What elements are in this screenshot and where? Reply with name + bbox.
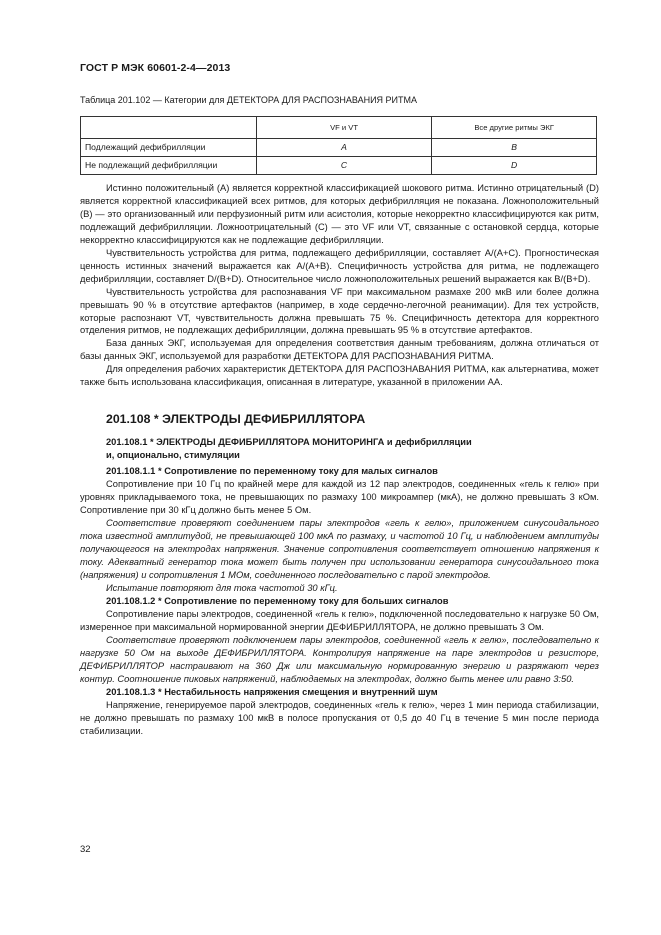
table-header-cell — [81, 117, 257, 139]
paragraph: Для определения рабочих характеристик ДЕТЕКТОРА ДЛЯ РАСПОЗНАВАНИЯ РИТМА, как альтернатива, может также быть использована классификация, описанная в литературе, указанной в приложении AA. — [80, 364, 599, 388]
compliance-test-text: Соответствие проверяют соединением пары электродов «гель к гелю», приложением синусоидального тока известной амплитудой, не превышающей 100 мкА по размаху, и частотой 10 Гц, и наблюдением амплитуды получающегося на электродах напряжения. Значение сопротивления соответствует отношению напряжения к току. Адекватный генератор тока может быть получен при использовании генератора синусоидального тока (напряжения) и сопротивления 1 МОм, соединенного последовательно с парой электродов. — [80, 518, 599, 581]
table-row-label: Подлежащий дефибрилляции — [81, 139, 257, 157]
table-row-label: Не подлежащий дефибрилляции — [81, 157, 257, 175]
table-row — [81, 157, 597, 175]
table-caption: Таблица 201.102 — Категории для ДЕТЕКТОРА ДЛЯ РАСПОЗНАВАНИЯ РИТМА — [80, 95, 418, 105]
page-number: 32 — [80, 844, 91, 855]
paragraph: Напряжение, генерируемое парой электродов, соединенных «гель к гелю», через 1 мин периода стабилизации, не должно превышать по размаху 100 мкВ в полосе пропускания от 0,5 до 40 Гц в течение 5 мин после периода стабилизации. — [80, 699, 599, 736]
paragraph: База данных ЭКГ, используемая для определения соответствия данным требованиям, должна отличаться от базы данных ЭКГ, используемой для разработки ДЕТЕКТОРА ДЛЯ РАСПОЗНАВАНИЯ РИТМА. — [80, 338, 599, 362]
subsection-title-line1: 201.108.1 * ЭЛЕКТРОДЫ ДЕФИБРИЛЛЯТОРА МОНИТОРИНГА и дефибрилляции — [106, 437, 472, 448]
standard-header: ГОСТ Р МЭК 60601-2-4—2013 — [80, 62, 231, 74]
clause-title: 201.108.1.1 * Сопротивление по переменному току для малых сигналов — [106, 466, 438, 477]
paragraph: Сопротивление при 10 Гц по крайней мере для каждой из 12 пар электродов, соединенных «гель к гелю» при уровнях прикладываемого тока, не превышающих по размаху 100 микроампер (мкА), не должно превышать 3 кОм. Сопротивление при 30 кГц должно быть менее 5 Ом. — [80, 479, 599, 516]
clause-title: 201.108.1.2 * Сопротивление по переменному току для больших сигналов — [106, 595, 449, 606]
section-title: 201.108 * ЭЛЕКТРОДЫ ДЕФИБРИЛЛЯТОРА — [106, 412, 366, 427]
paragraph: Чувствительность устройства для распознавания VF при максимальном размахе 200 мкВ или более должна превышать 90 % в отсутствие артефактов (например, в ходе сердечно-легочной реанимации). Для тех устройств, которые распознают VT, чувствительность должна превышать 75 %. Специфичность детектора для корректного отделения ритмов, не подлежащих дефибрилляции, должна превышать 95 % в отсутствие артефактов. — [80, 286, 599, 336]
table-header-row — [81, 117, 597, 139]
paragraph: Истинно положительный (A) является корректной классификацией шокового ритма. Истинно отрицательный (D) является корректной классификацией всех ритмов, для которых дефибрилляция не показана. Ложноположительный (B) — это организованный или перфузионный ритм или асистолия, которые некорректно классифицируются как ритм, подлежащий дефибрилляции. Ложноотрицательный (C) — это VF или VT, связанные с остановкой сердца, которые некорректно классифицируются как не подлежащие дефибрилляции. — [80, 183, 599, 245]
clause-title: 201.108.1.3 * Нестабильность напряжения смещения и внутренний шум — [106, 686, 438, 697]
subsection-title-line2: и, опционально, стимуляции — [106, 449, 240, 460]
compliance-test-text: Соответствие проверяют подключением пары электродов, соединенной «гель к гелю», последовательно к нагрузке 50 Ом на выходе ДЕФИБРИЛЛЯТОРА. Контролируя напряжение на паре электродов и резисторе, ДЕФИБРИЛЛЯТОР настраивают на 360 Дж или максимальную нормированную энергию и разряжают через контур. Соотношение пиковых напряжений, наблюдаемых на электродах, должно быть менее или равно 3:50. — [80, 634, 599, 684]
table-cell: A — [256, 139, 432, 157]
paragraph: Чувствительность устройства для ритма, подлежащего дефибрилляции, составляет A/(A+C). Прогностическая ценность истинных значений выражается как A/(A+B). Специфичность устройства для ритма, не подлежащего дефибрилляции, составляет D/(B+D). Относительное число ложноположительных решений выражается как B/(B+D). — [80, 247, 599, 284]
table-row — [81, 139, 597, 157]
compliance-test-text: Испытание повторяют для тока частотой 30 кГц. — [106, 583, 338, 594]
subsection-title — [106, 436, 599, 461]
paragraph: Сопротивление пары электродов, соединенной «гель к гелю», подключенной последовательно к нагрузке 50 Ом, измеренное при максимальной нормированной энергии ДЕФИБРИЛЛЯТОРА, не должно превышать 3 Ом. — [80, 608, 599, 632]
table-cell: B — [432, 139, 597, 157]
table-cell: C — [256, 157, 432, 175]
category-table — [80, 116, 597, 175]
table-header-cell: VF и VT — [256, 117, 432, 139]
body-text — [80, 182, 599, 737]
table-cell: D — [432, 157, 597, 175]
table-header-cell: Все другие ритмы ЭКГ — [432, 117, 597, 139]
